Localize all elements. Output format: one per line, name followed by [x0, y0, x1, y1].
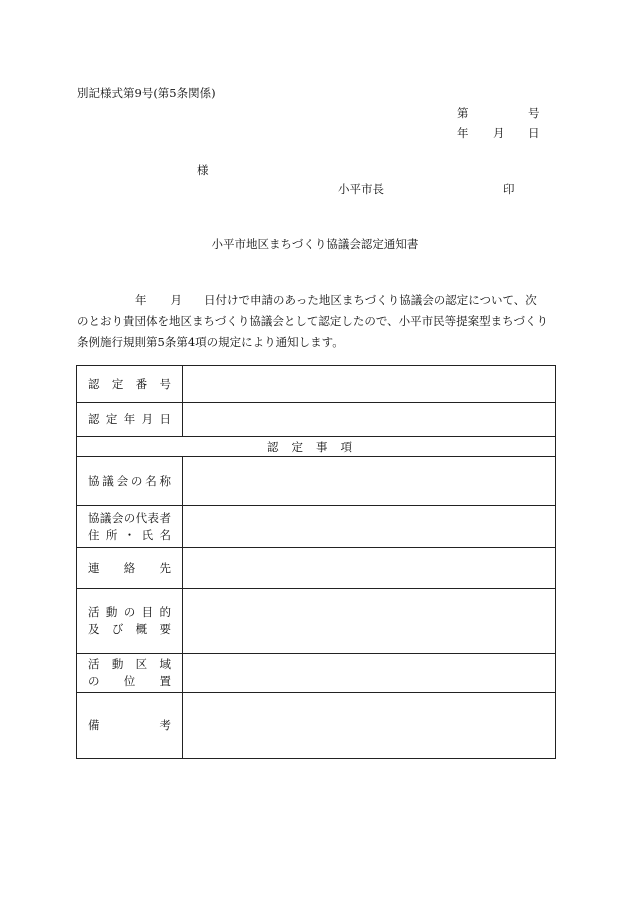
label-char: 要: [159, 622, 171, 636]
label-char: 名: [159, 527, 171, 542]
row-value: [183, 457, 556, 506]
row-label-line: [88, 621, 171, 638]
row-label-line: [88, 673, 171, 690]
body-line1-rest: 日付けで申請のあった地区まちづくり協議会の認定について、次: [204, 293, 537, 307]
label-char: 月: [141, 412, 154, 426]
row-label: [77, 366, 183, 403]
row-label-line: [88, 527, 171, 544]
table-row: [77, 366, 556, 403]
row-label: [77, 506, 183, 548]
body-line-1: [77, 290, 556, 311]
label-char: 会: [116, 473, 129, 488]
body-year: 年: [135, 293, 147, 307]
section-header: 認定事項: [77, 437, 556, 457]
certification-table: [76, 365, 556, 759]
number-suffix: 号: [528, 106, 540, 120]
label-char: 的: [159, 605, 171, 619]
label-char: の: [130, 473, 143, 488]
row-label-line: [88, 510, 171, 527]
label-char: 表: [147, 510, 160, 525]
row-label-line: [88, 473, 171, 490]
row-value: [183, 548, 556, 589]
label-char: 先: [159, 560, 171, 575]
row-label-line: [88, 376, 171, 393]
row-label: [77, 548, 183, 589]
label-char: 域: [159, 657, 171, 671]
label-char: 議: [102, 473, 114, 488]
row-label-line: [88, 560, 171, 577]
label-char: 区: [135, 657, 148, 671]
label-char: 名: [145, 473, 157, 488]
label-char: 日: [159, 412, 171, 426]
label-char: 活: [88, 605, 100, 619]
label-char: 号: [159, 376, 171, 391]
table-row: [77, 693, 556, 759]
row-value: [183, 654, 556, 693]
row-label: [77, 403, 183, 437]
row-label: [77, 693, 183, 759]
addressee-suffix: 様: [197, 163, 209, 177]
row-value: [183, 403, 556, 437]
date-month: 月: [493, 126, 505, 140]
label-char: 年: [123, 412, 136, 426]
label-char: 協: [88, 510, 100, 525]
table-row: [77, 548, 556, 589]
row-value: [183, 366, 556, 403]
table-row: [77, 654, 556, 693]
table-row: [77, 403, 556, 437]
row-label-line: [88, 656, 171, 673]
row-value: [183, 506, 556, 548]
number-prefix: 第: [457, 106, 469, 120]
row-value: [183, 589, 556, 654]
label-char: 連: [88, 560, 100, 575]
label-char: の: [88, 674, 100, 688]
label-char: 称: [159, 473, 171, 488]
section-header-row: [77, 437, 556, 457]
label-char: 者: [159, 510, 171, 525]
label-char: 目: [141, 605, 154, 619]
label-char: の: [123, 510, 136, 525]
row-label-line: [88, 717, 171, 734]
label-char: 議: [99, 510, 112, 525]
label-char: び: [111, 622, 124, 636]
label-char: 認: [88, 376, 100, 391]
table-row: [77, 589, 556, 654]
label-char: 定: [105, 412, 118, 426]
label-char: 氏: [141, 527, 154, 542]
label-char: の: [123, 605, 136, 619]
row-label: [77, 589, 183, 654]
row-value: [183, 693, 556, 759]
issuer-name: 小平市長: [338, 182, 384, 196]
label-char: 及: [88, 622, 100, 636]
row-label-line: [88, 604, 171, 621]
document-title: 小平市地区まちづくり協議会認定通知書: [211, 237, 419, 251]
label-char: 代: [135, 510, 148, 525]
body-text: [77, 290, 556, 353]
row-label-line: [88, 411, 171, 428]
label-char: 位: [123, 674, 136, 688]
label-char: 活: [88, 657, 100, 671]
label-char: 絡: [123, 560, 136, 575]
label-char: 協: [88, 473, 100, 488]
body-month: 月: [170, 293, 182, 307]
table-row: [77, 506, 556, 548]
label-char: 置: [159, 674, 171, 688]
table-row: [77, 457, 556, 506]
date-day: 日: [528, 126, 540, 140]
label-char: 会: [111, 510, 124, 525]
label-char: 考: [159, 718, 171, 732]
label-char: 定: [111, 376, 124, 391]
date-year: 年: [457, 126, 469, 140]
form-caption: 別記様式第9号(第5条関係): [77, 86, 216, 100]
label-char: 概: [135, 622, 148, 636]
label-char: ・: [123, 527, 136, 542]
label-char: 認: [88, 412, 100, 426]
row-label: [77, 457, 183, 506]
body-line-2: のとおり貴団体を地区まちづくり協議会として認定したので、小平市民等提案型まちづくり条例施行規則第5条第4項の規定により通知します。: [77, 314, 549, 349]
label-char: 備: [88, 718, 100, 732]
seal-mark: 印: [503, 182, 515, 196]
label-char: 住: [88, 527, 100, 542]
label-char: 番: [135, 376, 148, 391]
label-char: 所: [105, 527, 118, 542]
label-char: 動: [105, 605, 118, 619]
row-label: [77, 654, 183, 693]
label-char: 動: [111, 657, 124, 671]
